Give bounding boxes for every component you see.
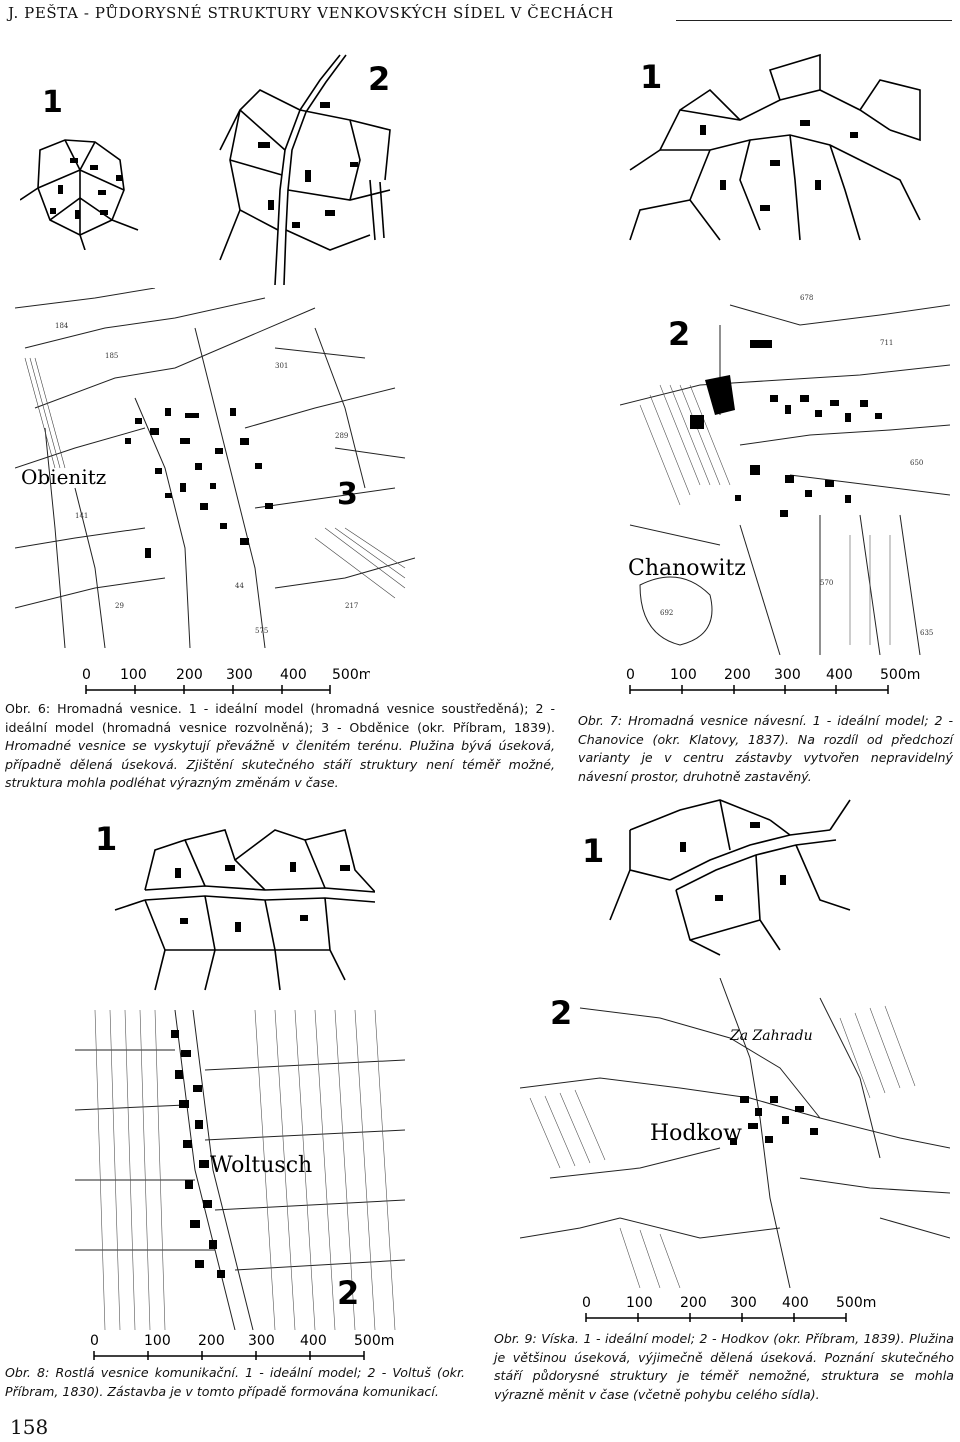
obr7-caption-text: Obr. 7: Hromadná vesnice návesní. 1 - ideální model; 2 - Chanovice (okr. Klatovy, 1837). Na rozdíl od předchozí varianty je v centru zástavby vytvořen nepravidelný návesní prostor, druhotně zastavěný. (578, 713, 953, 784)
obr9-model1-drawing (570, 790, 860, 960)
scale-label-500m: 500m (880, 667, 921, 683)
obr8-map2-place-name: Woltusch (210, 1153, 313, 1178)
obr8-scale-bar (88, 1330, 408, 1362)
obr8-map2-label: 2 (337, 1274, 360, 1312)
obr6-model2-label: 2 (368, 60, 391, 98)
svg-text:635: 635 (920, 629, 934, 637)
scale-label-400: 400 (782, 1295, 809, 1311)
scale-label-100: 100 (120, 667, 147, 683)
obr9-map2-drawing (520, 978, 950, 1288)
obr9-map2-place-name-2: Za Zahradu (730, 1028, 813, 1044)
svg-text:711: 711 (880, 339, 894, 347)
scale-label-400: 400 (280, 667, 307, 683)
svg-text:692: 692 (660, 609, 674, 617)
obr9-scale-bar (580, 1292, 890, 1324)
obr9-model1-figure (570, 790, 860, 960)
obr6-model2-drawing (200, 50, 420, 290)
scale-label-500m: 500m (354, 1333, 395, 1349)
obr8-model1-figure (85, 810, 375, 1000)
header-rule (676, 20, 952, 21)
svg-text:575: 575 (255, 627, 269, 635)
scale-label-500m: 500m (332, 667, 370, 683)
running-header (8, 2, 952, 26)
obr9-map2-label: 2 (550, 994, 573, 1032)
obr7-map2-place-name: Chanowitz (628, 556, 746, 581)
scale-label-200: 200 (680, 1295, 707, 1311)
obr7-model1-label: 1 (640, 58, 663, 96)
obr6-caption (5, 700, 555, 793)
scale-label-0: 0 (90, 1333, 99, 1349)
obr8-model1-drawing (85, 810, 375, 1000)
svg-text:570: 570 (820, 579, 834, 587)
obr8-caption (5, 1364, 465, 1401)
scale-label-400: 400 (300, 1333, 327, 1349)
scale-label-300: 300 (774, 667, 801, 683)
scale-label-300: 300 (248, 1333, 275, 1349)
scale-label-100: 100 (670, 667, 697, 683)
svg-text:184: 184 (55, 322, 69, 330)
obr9-caption (494, 1330, 954, 1404)
scale-label-200: 200 (176, 667, 203, 683)
obr6-map3-place-name: Obienitz (21, 465, 107, 489)
svg-text:217: 217 (345, 602, 359, 610)
obr8-map2-figure (75, 1010, 405, 1330)
scale-label-100: 100 (144, 1333, 171, 1349)
obr6-caption-italic: Hromadné vesnice se vyskytují převážně v členitém terénu. Plužina bývá úseková, případně dělená úseková. Zjištění skutečného stáří struktury není téměř možné, struktura mohla podléhat výrazným změnám v čase. (5, 738, 555, 791)
page-number: 158 (10, 1415, 49, 1439)
obr7-map2-drawing (620, 285, 950, 655)
obr9-map2-figure (520, 978, 950, 1288)
scale-label-400: 400 (826, 667, 853, 683)
obr6-scale-bar (80, 664, 370, 696)
obr8-map2-drawing (75, 1010, 405, 1330)
obr7-map2-label: 2 (668, 315, 691, 353)
svg-text:650: 650 (910, 459, 924, 467)
obr6-model1-drawing (20, 70, 140, 250)
svg-text:185: 185 (105, 352, 119, 360)
obr6-model1-figure (20, 70, 140, 250)
scale-label-0: 0 (82, 667, 91, 683)
scale-label-200: 200 (198, 1333, 225, 1349)
obr7-caption (578, 712, 953, 786)
obr7-model1-figure (620, 50, 930, 250)
scale-label-0: 0 (582, 1295, 591, 1311)
scale-label-200: 200 (724, 667, 751, 683)
scale-label-300: 300 (226, 667, 253, 683)
svg-text:289: 289 (335, 432, 349, 440)
scale-label-0: 0 (626, 667, 635, 683)
obr8-caption-text: Obr. 8: Rostlá vesnice komunikační. 1 - ideální model; 2 - Voltuš (okr. Příbram, 1830). Zástavba je v tomto případě formována komunikací. (5, 1365, 465, 1399)
obr7-model1-drawing (620, 50, 930, 250)
svg-text:678: 678 (800, 294, 814, 302)
scale-label-300: 300 (730, 1295, 757, 1311)
obr9-map2-place-name: Hodkow (650, 1121, 742, 1146)
obr6-caption-plain: Obr. 6: Hromadná vesnice. 1 - ideální model (hromadná vesnice soustředěná); 2 - ideální model (hromadná vesnice rozvolněná); 3 - Obděnice (okr. Příbram, 1839). (5, 701, 555, 735)
obr6-map3-figure (15, 288, 415, 658)
obr9-model1-label: 1 (582, 832, 605, 870)
obr6-map3-label: 3 (337, 477, 358, 512)
obr6-model1-label: 1 (42, 85, 63, 120)
svg-text:29: 29 (115, 602, 124, 610)
obr7-map2-figure (620, 285, 950, 655)
obr6-model2-figure (200, 50, 420, 290)
scale-label-500m: 500m (836, 1295, 877, 1311)
running-header-title: J. PEŠTA - PŮDORYSNÉ STRUKTURY VENKOVSKÝCH SÍDEL V ČECHÁCH (8, 4, 614, 22)
obr6-map3-drawing (15, 288, 415, 658)
scale-label-100: 100 (626, 1295, 653, 1311)
obr8-model1-label: 1 (95, 820, 118, 858)
svg-text:301: 301 (275, 362, 289, 370)
svg-text:141: 141 (75, 512, 89, 520)
obr9-caption-text: Obr. 9: Víska. 1 - ideální model; 2 - Hodkov (okr. Příbram, 1839). Plužina je většinou úseková, výjimečně dělená úseková. Poznání skutečného stáří půdorysné struktury je téměř nemožné, struktura se mohla výrazně měnit v čase (včetně pohybu celého sídla). (494, 1331, 954, 1402)
svg-text:44: 44 (235, 582, 244, 590)
obr7-scale-bar (626, 664, 936, 696)
